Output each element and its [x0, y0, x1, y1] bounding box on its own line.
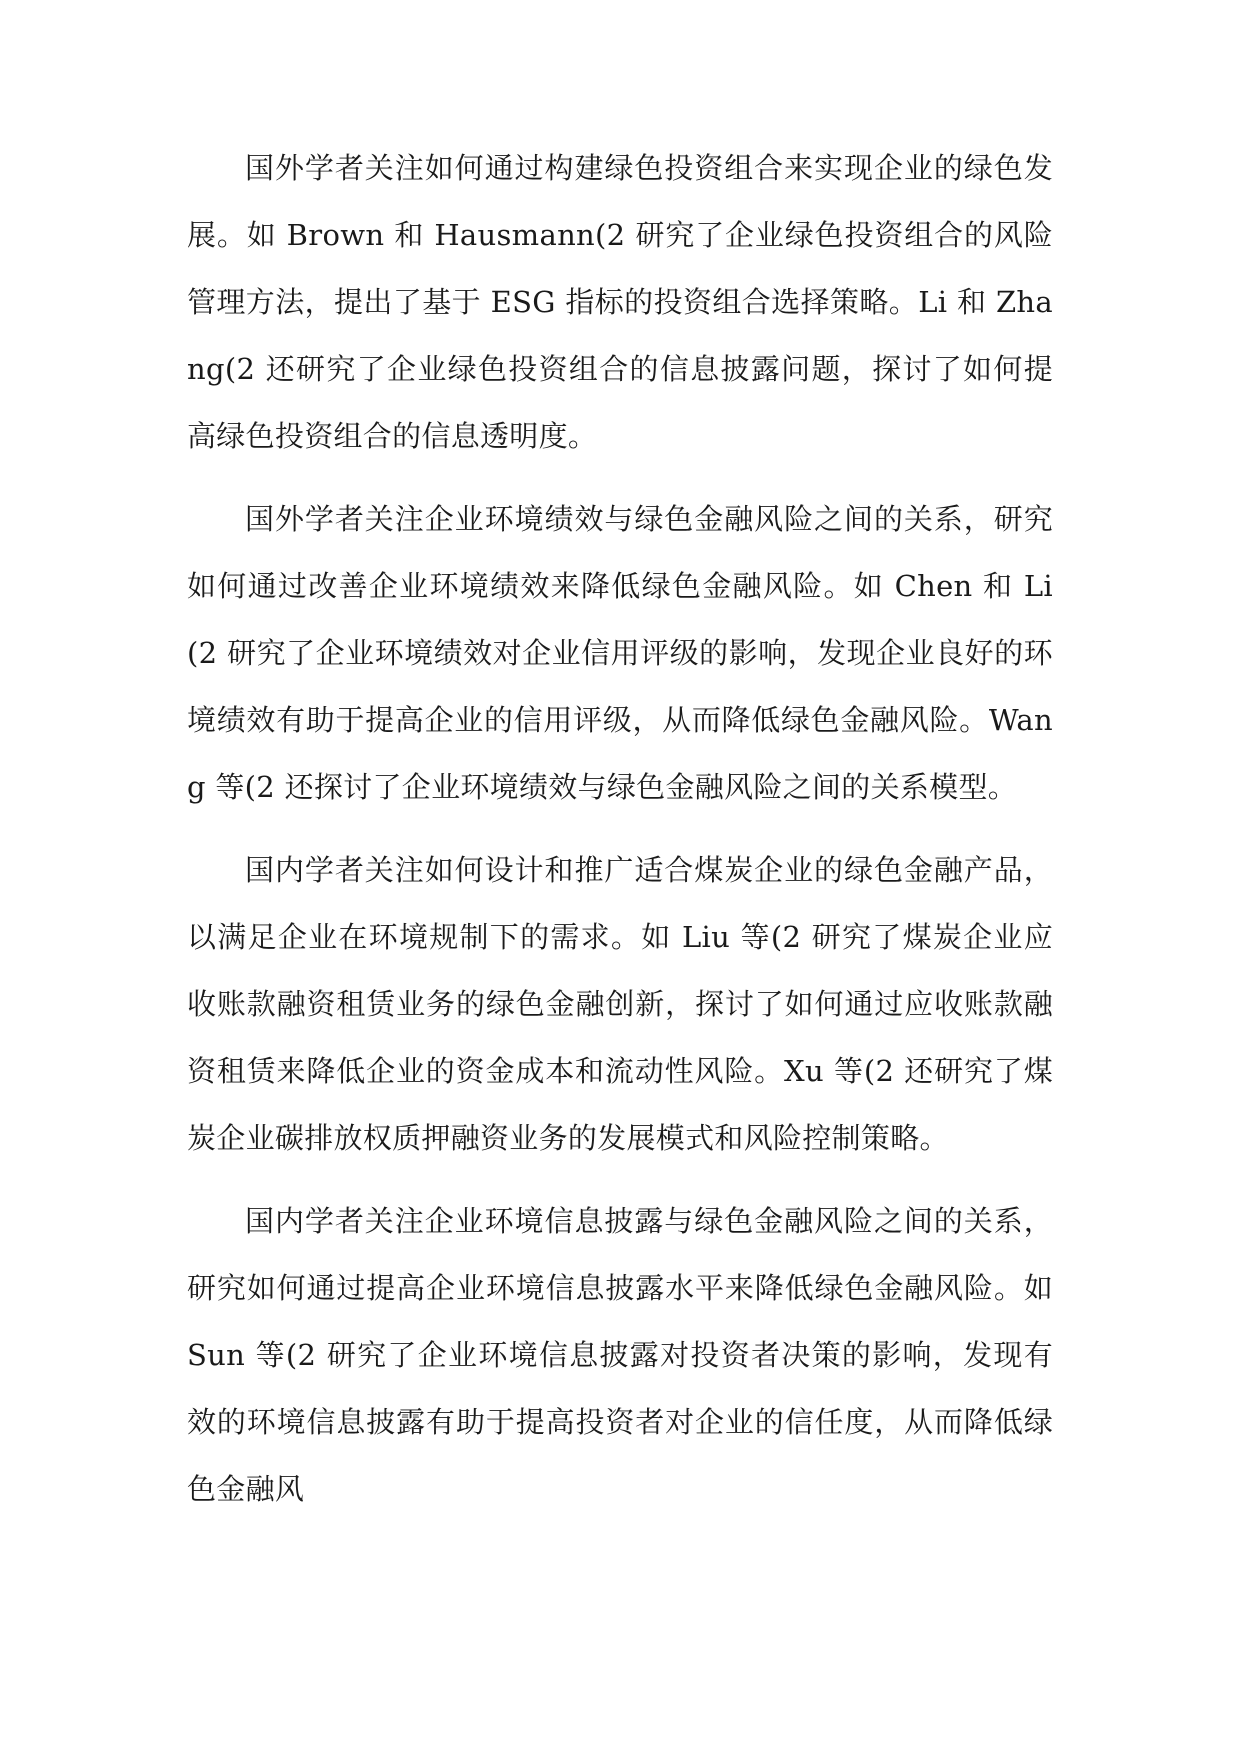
paragraph-environmental-performance: 国外学者关注企业环境绩效与绿色金融风险之间的关系，研究如何通过改善企业环境绩效来降低绿色金融风险。如 Chen 和 Li(2 研究了企业环境绩效对企业信用评级的影响，发现企业良好的环境绩效有助于提高企业的信用评级，从而降低绿色金融风险。Wang 等(2 还探讨了企业环境绩效与绿色金融风险之间的关系模型。 — [187, 502, 1053, 804]
paragraph-coal-green-finance-products: 国内学者关注如何设计和推广适合煤炭企业的绿色金融产品，以满足企业在环境规制下的需求。如 Liu 等(2 研究了煤炭企业应收账款融资租赁业务的绿色金融创新，探讨了如何通过应收账款融资租赁来降低企业的资金成本和流动性风险。Xu 等(2 还研究了煤炭企业碳排放权质押融资业务的发展模式和风险控制策略。 — [187, 853, 1053, 1155]
paragraph-green-investment-portfolio: 国外学者关注如何通过构建绿色投资组合来实现企业的绿色发展。如 Brown 和 Hausmann(2 研究了企业绿色投资组合的风险管理方法，提出了基于 ESG 指标的投资组合选择策略。Li 和 Zhang(2 还研究了企业绿色投资组合的信息披露问题，探讨了如何提高绿色投资组合的信息透明度。 — [187, 151, 1053, 453]
paragraph-environmental-disclosure: 国内学者关注企业环境信息披露与绿色金融风险之间的关系，研究如何通过提高企业环境信息披露水平来降低绿色金融风险。如 Sun 等(2 研究了企业环境信息披露对投资者决策的影响，发现有效的环境信息披露有助于提高投资者对企业的信任度，从而降低绿色金融风 — [187, 1204, 1053, 1506]
document-body — [187, 135, 1053, 1539]
